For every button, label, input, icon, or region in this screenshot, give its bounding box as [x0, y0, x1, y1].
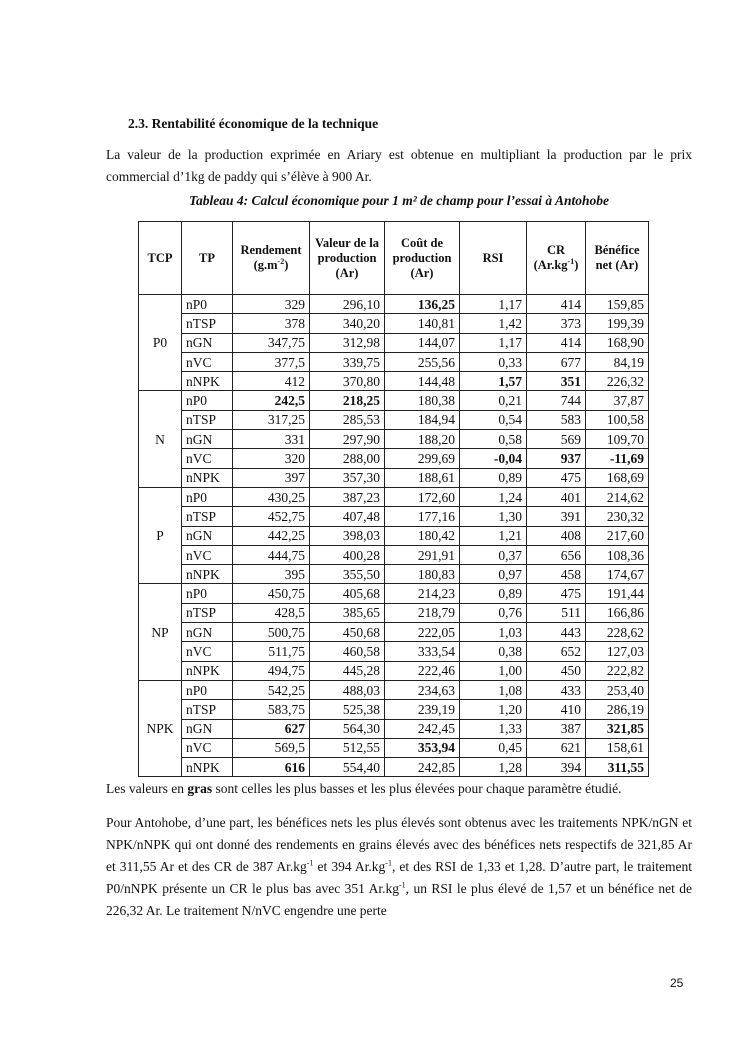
rend-cell: 329 — [233, 295, 310, 314]
rend-cell: 442,25 — [233, 526, 310, 545]
cout-cell: 144,07 — [385, 333, 460, 352]
table-row — [139, 430, 649, 449]
rsi-cell: 1,30 — [460, 507, 527, 526]
note-post: sont celles les plus basses et les plus élevées pour chaque paramètre étudié. — [212, 781, 622, 796]
rend-cell: 616 — [233, 758, 310, 777]
rend-cell: 494,75 — [233, 661, 310, 680]
table-row — [139, 507, 649, 526]
header-cr — [527, 222, 586, 295]
table-row — [139, 468, 649, 487]
rsi-cell: 0,21 — [460, 391, 527, 410]
ben-cell: 127,03 — [586, 642, 649, 661]
tp-cell: nVC — [182, 352, 233, 371]
tp-cell: nGN — [182, 526, 233, 545]
rsi-cell: 1,20 — [460, 700, 527, 719]
val-cell: 564,30 — [310, 719, 385, 738]
cr-cell: 583 — [527, 410, 586, 429]
table-row — [139, 545, 649, 564]
header-rsi: RSI — [460, 222, 527, 295]
cr-cell: 410 — [527, 700, 586, 719]
rend-cell: 331 — [233, 430, 310, 449]
rsi-cell: 0,37 — [460, 545, 527, 564]
table-row — [139, 603, 649, 622]
discussion-paragraph — [106, 812, 692, 922]
cout-cell: 218,79 — [385, 603, 460, 622]
header-rendement — [233, 222, 310, 295]
table-caption: Tableau 4: Calcul économique pour 1 m² de champ pour l’essai à Antohobe — [188, 193, 610, 208]
cr-cell: 433 — [527, 680, 586, 699]
tp-cell: nP0 — [182, 295, 233, 314]
rend-cell: 242,5 — [233, 391, 310, 410]
header-cr-unit-post: ) — [574, 258, 579, 272]
table-row — [139, 333, 649, 352]
cr-cell: 373 — [527, 314, 586, 333]
rsi-cell: 0,33 — [460, 352, 527, 371]
table-row — [139, 449, 649, 468]
tp-cell: nVC — [182, 449, 233, 468]
para2-sup1: -1 — [306, 858, 314, 868]
ben-cell: 286,19 — [586, 700, 649, 719]
cout-cell: 214,23 — [385, 584, 460, 603]
table-row — [139, 758, 649, 777]
table-row — [139, 352, 649, 371]
cr-cell: 677 — [527, 352, 586, 371]
para2-sup3: -1 — [398, 880, 406, 890]
rsi-cell: 1,00 — [460, 661, 527, 680]
rsi-cell: 1,21 — [460, 526, 527, 545]
tp-cell: nTSP — [182, 603, 233, 622]
val-cell: 355,50 — [310, 565, 385, 584]
cout-cell: 242,85 — [385, 758, 460, 777]
tp-cell: nGN — [182, 623, 233, 642]
cout-cell: 177,16 — [385, 507, 460, 526]
rsi-cell: 1,42 — [460, 314, 527, 333]
header-valeur: Valeur de la production (Ar) — [310, 222, 385, 295]
rsi-cell: 0,45 — [460, 738, 527, 757]
val-cell: 288,00 — [310, 449, 385, 468]
val-cell: 405,68 — [310, 584, 385, 603]
note-bold: gras — [187, 781, 213, 796]
rend-cell: 412 — [233, 372, 310, 391]
tcp-cell: NPK — [139, 680, 182, 776]
rend-cell: 627 — [233, 719, 310, 738]
cr-cell: 408 — [527, 526, 586, 545]
cr-cell: 511 — [527, 603, 586, 622]
val-cell: 398,03 — [310, 526, 385, 545]
tp-cell: nNPK — [182, 758, 233, 777]
cout-cell: 144,48 — [385, 372, 460, 391]
rend-cell: 430,25 — [233, 487, 310, 506]
table-row — [139, 372, 649, 391]
cr-cell: 351 — [527, 372, 586, 391]
ben-cell: 253,40 — [586, 680, 649, 699]
rend-cell: 378 — [233, 314, 310, 333]
ben-cell: 321,85 — [586, 719, 649, 738]
rend-cell: 450,75 — [233, 584, 310, 603]
rend-cell: 583,75 — [233, 700, 310, 719]
cout-cell: 333,54 — [385, 642, 460, 661]
rsi-cell: 0,89 — [460, 468, 527, 487]
tcp-cell: NP — [139, 584, 182, 680]
cout-cell: 188,61 — [385, 468, 460, 487]
rend-cell: 377,5 — [233, 352, 310, 371]
cr-cell: 387 — [527, 719, 586, 738]
cr-cell: 656 — [527, 545, 586, 564]
tp-cell: nGN — [182, 333, 233, 352]
tp-cell: nP0 — [182, 584, 233, 603]
ben-cell: 191,44 — [586, 584, 649, 603]
table-row — [139, 295, 649, 314]
rsi-cell: 0,89 — [460, 584, 527, 603]
rend-cell: 320 — [233, 449, 310, 468]
val-cell: 387,23 — [310, 487, 385, 506]
rsi-cell: -0,04 — [460, 449, 527, 468]
rsi-cell: 1,28 — [460, 758, 527, 777]
ben-cell: 159,85 — [586, 295, 649, 314]
cr-cell: 443 — [527, 623, 586, 642]
cr-cell: 458 — [527, 565, 586, 584]
val-cell: 339,75 — [310, 352, 385, 371]
table-row — [139, 487, 649, 506]
cr-cell: 475 — [527, 468, 586, 487]
val-cell: 296,10 — [310, 295, 385, 314]
para2-s1: Pour Antohobe, d’une part, les bénéfices nets les plus élevés sont obtenus avec les traitements NPK/nGN et NPK/nNPK qui ont donné des rendements en grains élevés avec des bénéfices nets respectifs de 321,85 Ar et 311,55 Ar et des CR de 387 Ar.kg — [106, 815, 692, 874]
table-row — [139, 680, 649, 699]
rend-cell: 500,75 — [233, 623, 310, 642]
tp-cell: nGN — [182, 430, 233, 449]
ben-cell: 37,87 — [586, 391, 649, 410]
tp-cell: nTSP — [182, 507, 233, 526]
page-number: 25 — [670, 976, 684, 990]
tp-cell: nP0 — [182, 680, 233, 699]
tp-cell: nVC — [182, 738, 233, 757]
val-cell: 400,28 — [310, 545, 385, 564]
tp-cell: nNPK — [182, 661, 233, 680]
cout-cell: 299,69 — [385, 449, 460, 468]
cr-cell: 621 — [527, 738, 586, 757]
cout-cell: 136,25 — [385, 295, 460, 314]
ben-cell: 108,36 — [586, 545, 649, 564]
table-row — [139, 565, 649, 584]
tp-cell: nVC — [182, 642, 233, 661]
table-body — [139, 295, 649, 777]
rend-cell: 395 — [233, 565, 310, 584]
tp-cell: nP0 — [182, 391, 233, 410]
header-rendement-label: Rendement — [240, 243, 302, 257]
table-row — [139, 623, 649, 642]
para2-s3: , et des RSI de 1,33 et 1,28. D’autre part, le traitement P0/nNPK présente un CR le plus bas avec 351 Ar.kg — [106, 859, 692, 896]
cout-cell: 140,81 — [385, 314, 460, 333]
header-tcp: TCP — [139, 222, 182, 295]
table-row — [139, 391, 649, 410]
ben-cell: 228,62 — [586, 623, 649, 642]
ben-cell: 222,82 — [586, 661, 649, 680]
header-cr-label: CR — [546, 243, 566, 257]
header-tp: TP — [182, 222, 233, 295]
table-row — [139, 314, 649, 333]
cout-cell: 222,46 — [385, 661, 460, 680]
val-cell: 450,68 — [310, 623, 385, 642]
rsi-cell: 0,76 — [460, 603, 527, 622]
header-cr-unit-sup: -1 — [567, 256, 575, 266]
tp-cell: nGN — [182, 719, 233, 738]
tp-cell: nTSP — [182, 410, 233, 429]
val-cell: 488,03 — [310, 680, 385, 699]
rend-cell: 452,75 — [233, 507, 310, 526]
val-cell: 312,98 — [310, 333, 385, 352]
rsi-cell: 1,03 — [460, 623, 527, 642]
cout-cell: 184,94 — [385, 410, 460, 429]
val-cell: 512,55 — [310, 738, 385, 757]
ben-cell: 109,70 — [586, 430, 649, 449]
rend-cell: 347,75 — [233, 333, 310, 352]
rend-cell: 511,75 — [233, 642, 310, 661]
tp-cell: nTSP — [182, 700, 233, 719]
val-cell: 340,20 — [310, 314, 385, 333]
header-cr-unit-pre: (Ar.kg — [533, 258, 568, 272]
ben-cell: -11,69 — [586, 449, 649, 468]
tcp-cell: P0 — [139, 295, 182, 391]
cr-cell: 744 — [527, 391, 586, 410]
para2-s4: , un RSI le plus élevé de 1,57 et un bénéfice net de 226,32 Ar. Le traitement N/nVC engendre une perte — [106, 881, 692, 918]
cr-cell: 401 — [527, 487, 586, 506]
table-row — [139, 526, 649, 545]
rsi-cell: 1,08 — [460, 680, 527, 699]
cout-cell: 172,60 — [385, 487, 460, 506]
ben-cell: 84,19 — [586, 352, 649, 371]
ben-cell: 230,32 — [586, 507, 649, 526]
rend-cell: 428,5 — [233, 603, 310, 622]
tcp-cell: N — [139, 391, 182, 487]
table-row — [139, 700, 649, 719]
rsi-cell: 1,24 — [460, 487, 527, 506]
cout-cell: 180,38 — [385, 391, 460, 410]
section-title: 2.3. Rentabilité économique de la technique — [128, 116, 379, 131]
cr-cell: 450 — [527, 661, 586, 680]
tp-cell: nVC — [182, 545, 233, 564]
cr-cell: 652 — [527, 642, 586, 661]
rend-cell: 397 — [233, 468, 310, 487]
header-rendement-unit-sup: -2 — [277, 256, 285, 266]
val-cell: 525,38 — [310, 700, 385, 719]
ben-cell: 168,90 — [586, 333, 649, 352]
cout-cell: 234,63 — [385, 680, 460, 699]
bold-note — [106, 781, 621, 797]
cout-cell: 188,20 — [385, 430, 460, 449]
tp-cell: nNPK — [182, 468, 233, 487]
table-row — [139, 584, 649, 603]
cout-cell: 180,42 — [385, 526, 460, 545]
cout-cell: 255,56 — [385, 352, 460, 371]
cout-cell: 180,83 — [385, 565, 460, 584]
table-row — [139, 719, 649, 738]
val-cell: 554,40 — [310, 758, 385, 777]
ben-cell: 199,39 — [586, 314, 649, 333]
rsi-cell: 0,58 — [460, 430, 527, 449]
table-row — [139, 410, 649, 429]
rsi-cell: 1,17 — [460, 295, 527, 314]
cout-cell: 242,45 — [385, 719, 460, 738]
tp-cell: nP0 — [182, 487, 233, 506]
rend-cell: 569,5 — [233, 738, 310, 757]
para2-s2: et 394 Ar.kg — [313, 859, 386, 874]
val-cell: 385,65 — [310, 603, 385, 622]
val-cell: 285,53 — [310, 410, 385, 429]
table-row — [139, 642, 649, 661]
ben-cell: 168,69 — [586, 468, 649, 487]
economic-table — [138, 221, 649, 777]
ben-cell: 214,62 — [586, 487, 649, 506]
intro-paragraph: La valeur de la production exprimée en Ariary est obtenue en multipliant la production par le prix commercial d’1kg de paddy qui s’élève à 900 Ar. — [106, 147, 692, 184]
val-cell: 370,80 — [310, 372, 385, 391]
val-cell: 357,30 — [310, 468, 385, 487]
ben-cell: 217,60 — [586, 526, 649, 545]
cout-cell: 239,19 — [385, 700, 460, 719]
val-cell: 297,90 — [310, 430, 385, 449]
header-rendement-unit-post: ) — [284, 258, 289, 272]
cr-cell: 569 — [527, 430, 586, 449]
cr-cell: 475 — [527, 584, 586, 603]
val-cell: 407,48 — [310, 507, 385, 526]
rsi-cell: 0,38 — [460, 642, 527, 661]
table-header-row — [139, 222, 649, 295]
cr-cell: 414 — [527, 333, 586, 352]
cr-cell: 391 — [527, 507, 586, 526]
ben-cell: 100,58 — [586, 410, 649, 429]
tp-cell: nNPK — [182, 565, 233, 584]
rend-cell: 542,25 — [233, 680, 310, 699]
para2-sup2: -1 — [385, 858, 392, 868]
val-cell: 218,25 — [310, 391, 385, 410]
rsi-cell: 0,54 — [460, 410, 527, 429]
header-cout: Coût de production (Ar) — [385, 222, 460, 295]
ben-cell: 158,61 — [586, 738, 649, 757]
cr-cell: 414 — [527, 295, 586, 314]
rend-cell: 317,25 — [233, 410, 310, 429]
rend-cell: 444,75 — [233, 545, 310, 564]
ben-cell: 311,55 — [586, 758, 649, 777]
val-cell: 445,28 — [310, 661, 385, 680]
ben-cell: 226,32 — [586, 372, 649, 391]
table-row — [139, 661, 649, 680]
val-cell: 460,58 — [310, 642, 385, 661]
cout-cell: 291,91 — [385, 545, 460, 564]
tp-cell: nNPK — [182, 372, 233, 391]
cout-cell: 222,05 — [385, 623, 460, 642]
rsi-cell: 0,97 — [460, 565, 527, 584]
tp-cell: nTSP — [182, 314, 233, 333]
cr-cell: 394 — [527, 758, 586, 777]
header-benefice: Bénéfice net (Ar) — [586, 222, 649, 295]
table-row — [139, 738, 649, 757]
ben-cell: 174,67 — [586, 565, 649, 584]
ben-cell: 166,86 — [586, 603, 649, 622]
cr-cell: 937 — [527, 449, 586, 468]
rsi-cell: 1,57 — [460, 372, 527, 391]
rsi-cell: 1,33 — [460, 719, 527, 738]
note-pre: Les valeurs en — [106, 781, 188, 796]
header-rendement-unit-pre: (g.m — [253, 258, 278, 272]
tcp-cell: P — [139, 487, 182, 583]
cout-cell: 353,94 — [385, 738, 460, 757]
rsi-cell: 1,17 — [460, 333, 527, 352]
